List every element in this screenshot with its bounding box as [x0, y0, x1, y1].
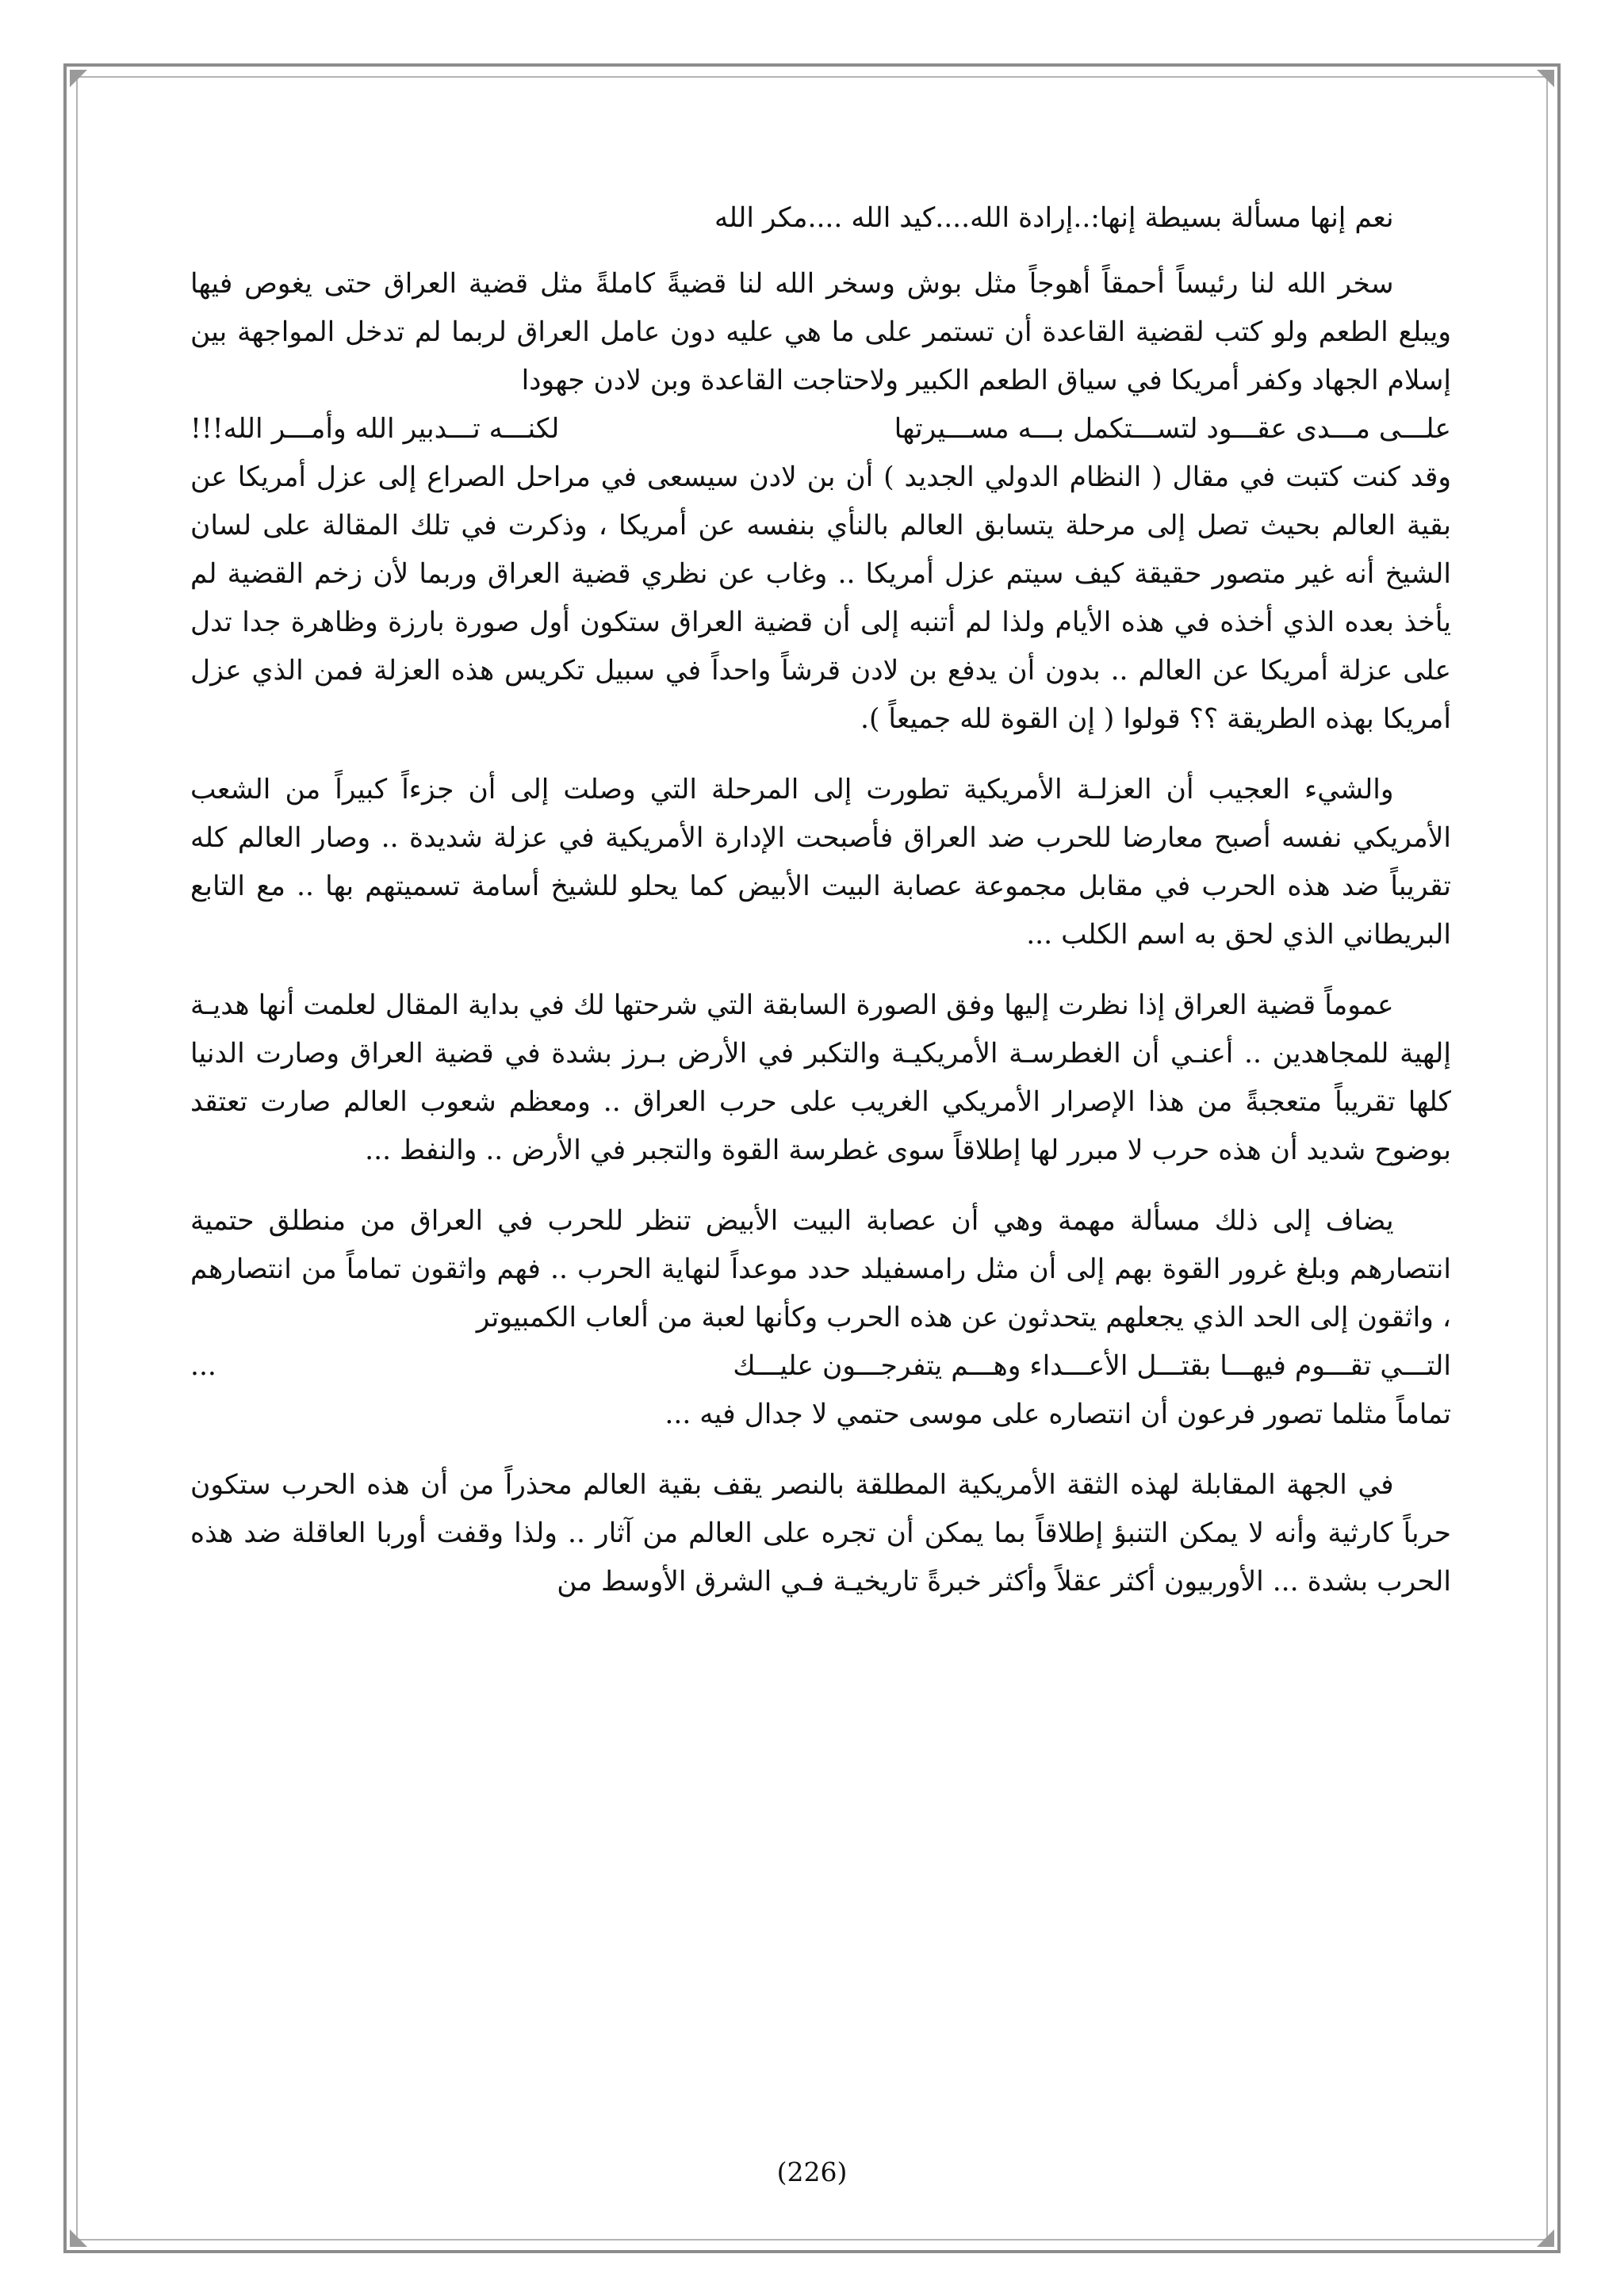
paragraph-1: سخر الله لنا رئيساً أحمقاً أهوجاً مثل بوش وسخر الله لنا قضيةً كاملةً مثل قضية العراق حتى يغوص فيها ويبلع الطعم ولو كتب لقضية القاعدة أن تستمر على ما هي عليه دون عامل العراق لربما لم تدخل المواجهة بين إسلام الجهاد وكفر أمريكا في سياق الطعم الكبير ولاحتاجت القاعدة وبن لادن جهودا: [190, 268, 1451, 396]
corner-ornament-top-right: [1537, 70, 1554, 87]
paragraph-5: يضاف إلى ذلك مسألة مهمة وهي أن عصابة البيت الأبيض تنظر للحرب في العراق من منطلق حتمية انتصارهم وبلغ غرور القوة بهم إلى أن مثل رامسفيلد حدد موعداً لنهاية الحرب .. فهم واثقون تماماً من انتصارهم ، واثقون إلى الحد الذي يجعلهم يتحدثون عن هذه الحرب وكأنها لعبة من ألعاب الكمبيوتر: [190, 1205, 1451, 1334]
paragraph-6: في الجهة المقابلة لهذه الثقة الأمريكية المطلقة بالنصر يقف بقية العالم محذراً من أن هذه الحرب ستكون حرباً كارثية وأنه لا يمكن التنبؤ إطلاقاً بما يمكن أن تجره على العالم من آثار .. ولذا وقفت أوربا العاقلة ضد هذه الحرب بشدة ... الأوربيون أكثر عقلاً وأكثر خبرةً تاريخيـة فـي الشرق الأوسط من: [190, 1469, 1451, 1598]
intro-line: نعم إنها مسألة بسيطة إنها:..إرادة الله....كيد الله ....مكر الله: [714, 202, 1394, 234]
paragraph-5-spread-line: [190, 1342, 1451, 1391]
paragraph-3: والشيء العجيب أن العزلـة الأمريكية تطورت إلى المرحلة التي وصلت إلى أن جزءاً كبيراً من الشعب الأمريكي نفسه أصبح معارضا للحرب ضد العراق فأصبحت الإدارة الأمريكية في عزلة شديدة .. وصار العالم كله تقريباً ضد هذه الحرب في مقابل مجموعة عصابة البيت الأبيض كما يحلو للشيخ أسامة تسميتهم بها .. مع التابع البريطاني الذي لحق به اسم الكلب ...: [190, 774, 1451, 951]
paragraph-5-spread-right: ...: [190, 1350, 216, 1382]
page-number: (226): [776, 2156, 848, 2187]
paragraph-5-spread-left: التـــي تقـــوم فيهـــا بقتـــل الأعـــداء وهـــم يتفرجـــون عليـــك: [733, 1350, 1451, 1382]
paragraph-1-spread-right: لكنـــه تـــدبير الله وأمـــر الله!!!: [190, 413, 560, 445]
document-body: [190, 194, 1451, 1628]
paragraph-1-spread-left: علـــى مـــدى عقـــود لتســـتكمل بـــه مســـيرتها: [894, 413, 1451, 445]
corner-ornament-top-left: [70, 70, 87, 87]
paragraph-5-end: تماماً مثلما تصور فرعون أن انتصاره على موسى حتمي لا جدال فيه ...: [665, 1399, 1451, 1430]
paragraph-1-spread-line: [190, 405, 1451, 453]
corner-ornament-bottom-left: [70, 2229, 87, 2247]
paragraph-4: عموماً قضية العراق إذا نظرت إليها وفق الصورة السابقة التي شرحتها لك في بداية المقال لعلمت أنها هديـة إلهية للمجاهدين .. أعنـي أن الغطرسـة الأمريكيـة والتكبر في الأرض بـرز بشدة في قضية العراق وصارت الدنيا كلها تقريباً متعجبةً من هذا الإصرار الأمريكي الغريب على حرب العراق .. ومعظم شعوب العالم صارت تعتقد بوضوح شديد أن هذه حرب لا مبرر لها إطلاقاً سوى غطرسة القوة والتجبر في الأرض .. والنفط ...: [190, 989, 1451, 1166]
corner-ornament-bottom-right: [1537, 2229, 1554, 2247]
paragraph-2: وقد كنت كتبت في مقال ( النظام الدولي الجديد ) أن بن لادن سيسعى في مراحل الصراع إلى عزل أمريكا عن بقية العالم بحيث تصل إلى مرحلة يتسابق العالم بالنأي بنفسه عن أمريكا ، وذكرت في تلك المقالة على لسان الشيخ أنه غير متصور حقيقة كيف سيتم عزل أمريكا .. وغاب عن نظري قضية العراق وربما لأن زخم القضية لم يأخذ بعده الذي أخذه في هذه الأيام ولذا لم أتنبه إلى أن قضية العراق ستكون أول صورة بارزة وظاهرة جدا تدل على عزلة أمريكا عن العالم .. بدون أن يدفع بن لادن قرشاً واحداً في سبيل تكريس هذه العزلة فمن الذي عزل أمريكا بهذه الطريقة ؟؟ قولوا ( إن القوة لله جميعاً ).: [190, 461, 1451, 735]
